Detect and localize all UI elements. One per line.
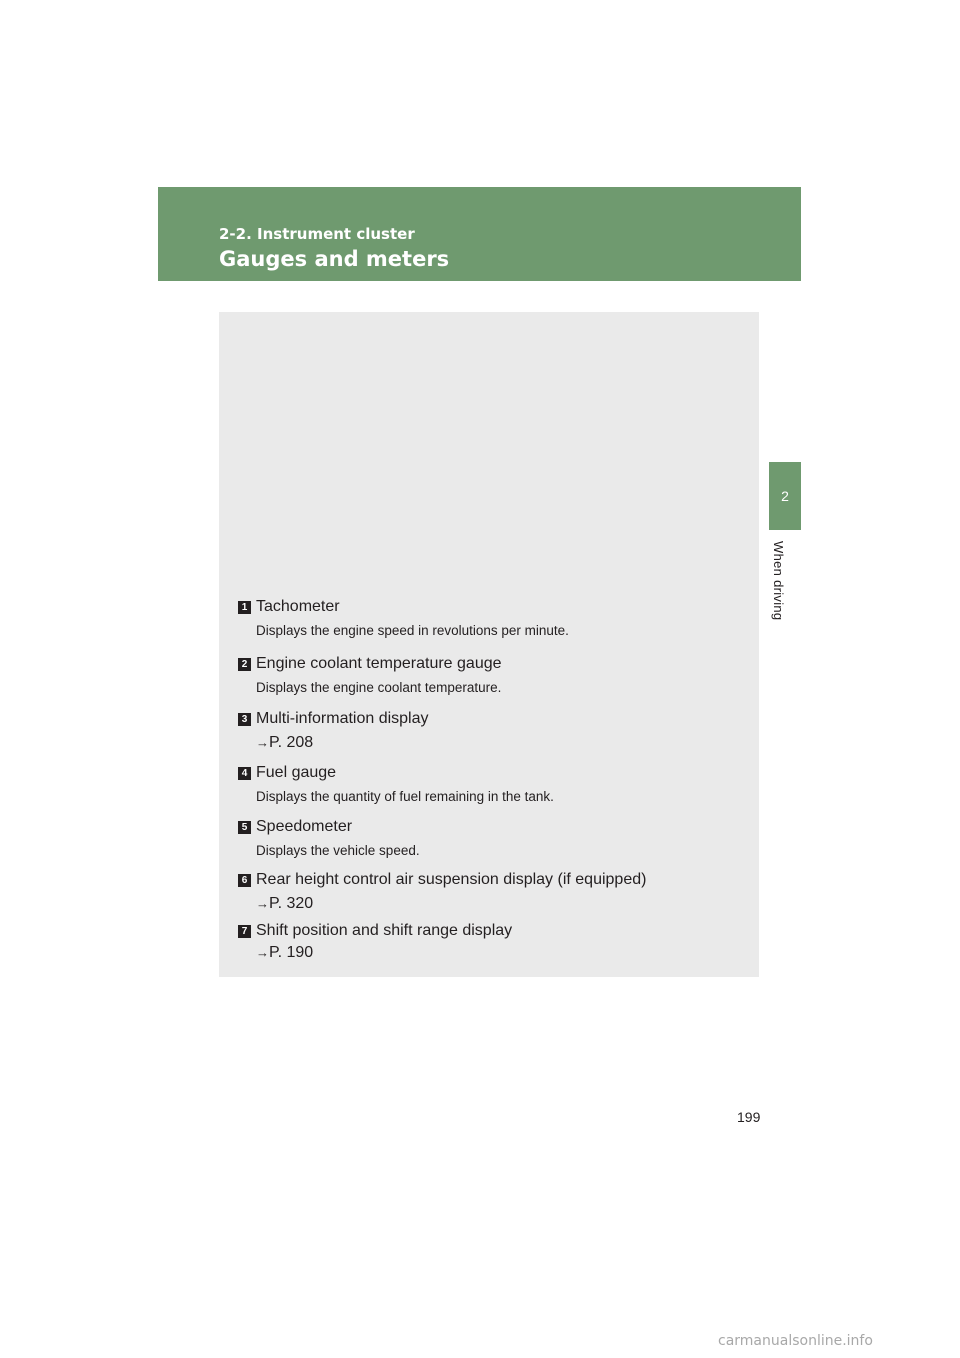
arrow-right-icon: →: [256, 945, 269, 960]
arrow-right-icon: →: [256, 896, 269, 911]
page-reference[interactable]: [256, 942, 759, 964]
list-item-coolant-gauge: [219, 653, 759, 698]
item-description: Displays the quantity of fuel remaining in the tank.: [256, 789, 554, 804]
list-item-fuel-gauge: [219, 762, 759, 807]
list-item-tachometer: [219, 596, 759, 641]
list-item-multi-information-display: [219, 708, 759, 754]
chapter-number: 2: [781, 488, 789, 504]
item-number-badge: 7: [238, 925, 251, 938]
arrow-right-icon: →: [256, 735, 269, 750]
gauge-list: [219, 596, 759, 964]
item-description: Displays the engine coolant temperature.: [256, 680, 502, 695]
item-title: Fuel gauge: [256, 764, 337, 781]
page-number: 199: [737, 1109, 761, 1125]
item-number-badge: 4: [238, 767, 251, 780]
item-title: Speedometer: [256, 818, 353, 835]
item-description: Displays the vehicle speed.: [256, 843, 420, 858]
item-title: Multi-information display: [256, 710, 429, 727]
item-number-badge: 2: [238, 658, 251, 671]
item-title: Engine coolant temperature gauge: [256, 655, 502, 672]
section-header: [158, 187, 801, 281]
item-title: Tachometer: [256, 598, 340, 615]
list-item-speedometer: [219, 816, 759, 861]
page-reference-text: P. 320: [269, 895, 314, 912]
chapter-tab: [769, 462, 801, 530]
list-item-rear-height-control: [219, 869, 759, 915]
page-reference-text: P. 208: [269, 734, 314, 751]
content-panel: [219, 312, 759, 977]
item-number-badge: 3: [238, 713, 251, 726]
page-reference[interactable]: [256, 732, 759, 754]
item-title: Rear height control air suspension display (if equipped): [256, 871, 647, 888]
item-description: Displays the engine speed in revolutions per minute.: [256, 623, 569, 638]
item-number-badge: 1: [238, 601, 251, 614]
item-number-badge: 5: [238, 821, 251, 834]
page-title: Gauges and meters: [219, 247, 450, 271]
watermark: carmanualsonline.info: [718, 1333, 873, 1349]
chapter-name: When driving: [771, 541, 786, 621]
page-reference[interactable]: [256, 893, 759, 915]
item-title: Shift position and shift range display: [256, 922, 513, 939]
page-reference-text: P. 190: [269, 944, 314, 961]
list-item-shift-position-display: [219, 920, 759, 964]
item-number-badge: 6: [238, 874, 251, 887]
section-label: 2-2. Instrument cluster: [219, 225, 415, 243]
